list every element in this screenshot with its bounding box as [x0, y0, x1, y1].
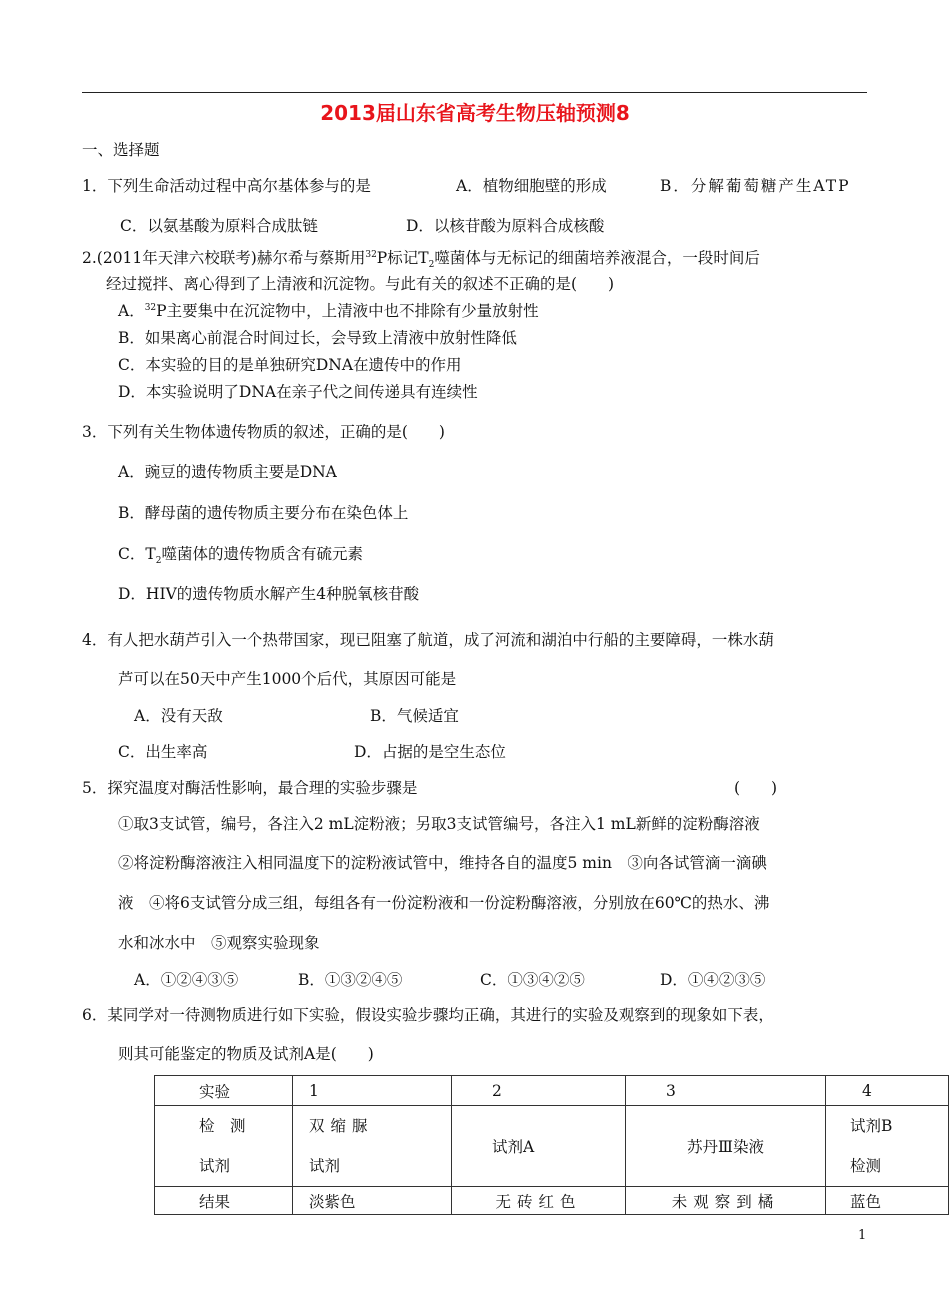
experiment-table — [154, 1075, 949, 1215]
q1-option-c: C．以氨基酸为原料合成肽链 — [120, 217, 318, 235]
table-cell: 4 — [826, 1076, 949, 1106]
q5-step-line4: 水和冰水中 ⑤观察实验现象 — [118, 934, 320, 952]
q5-step-line2: ②将淀粉酶溶液注入相同温度下的淀粉液试管中，维持各自的温度5 min ③向各试管滴一滴碘 — [118, 854, 767, 872]
table-cell: 1 — [293, 1076, 452, 1106]
table-cell: 试剂A — [452, 1106, 626, 1187]
q5-option-d: D．①④②③⑤ — [660, 971, 766, 989]
table-row — [155, 1187, 949, 1215]
table-cell: 未观察到橘 — [626, 1187, 826, 1215]
table-cell: 2 — [452, 1076, 626, 1106]
q4-option-d: D．占据的是空生态位 — [354, 743, 506, 761]
table-cell: 3 — [626, 1076, 826, 1106]
table-cell: 淡紫色 — [293, 1187, 452, 1215]
table-row — [155, 1106, 949, 1187]
q3-stem: 3．下列有关生物体遗传物质的叙述，正确的是( ) — [82, 423, 445, 441]
q2-stem-line1: 2.(2011年天津六校联考)赫尔希与蔡斯用$^{32}$P标记$T_2$噬菌体与无标记的细菌培养液混合，一段时间后 — [82, 249, 760, 271]
page-number: 1 — [858, 1228, 867, 1243]
table-cell: 试剂B 检测 — [826, 1106, 949, 1187]
section-heading: 一、选择题 — [82, 141, 160, 159]
page-title: 2013届山东省高考生物压轴预测8 — [320, 101, 630, 125]
table-cell: 结果 — [155, 1187, 293, 1215]
q5-option-a: A．①②④③⑤ — [134, 971, 239, 989]
q4-option-b: B．气候适宜 — [370, 707, 459, 725]
q2-option-b: B．如果离心前混合时间过长，会导致上清液中放射性降低 — [118, 329, 517, 347]
table-cell: 检 测 试剂 — [155, 1106, 293, 1187]
table-cell: 苏丹Ⅲ染液 — [626, 1106, 826, 1187]
q5-option-c: C．①③④②⑤ — [480, 971, 585, 989]
q4-option-c: C．出生率高 — [118, 743, 208, 761]
q5-step-line3: 液 ④将6支试管分成三组，每组各有一份淀粉液和一份淀粉酶溶液，分别放在60℃的热水、沸 — [118, 894, 770, 912]
table-cell: 无砖红色 — [452, 1187, 626, 1215]
q2-stem-line2: 经过搅拌、离心得到了上清液和沉淀物。与此有关的叙述不正确的是( ) — [106, 275, 615, 293]
q2-option-d: D．本实验说明了DNA在亲子代之间传递具有连续性 — [118, 383, 478, 401]
q5-answer-paren: ( ) — [734, 779, 778, 797]
q1-option-a: A．植物细胞壁的形成 — [456, 177, 607, 195]
q2-option-a: A．$^{32}$P主要集中在沉淀物中，上清液中也不排除有少量放射性 — [118, 302, 539, 320]
table-cell: 实验 — [155, 1076, 293, 1106]
q3-option-a: A．豌豆的遗传物质主要是DNA — [118, 463, 337, 481]
q4-option-a: A．没有天敌 — [134, 707, 223, 725]
q6-stem-line2: 则其可能鉴定的物质及试剂A是( ) — [118, 1045, 374, 1063]
q5-stem: 5．探究温度对酶活性影响，最合理的实验步骤是 — [82, 779, 418, 797]
q2-option-c: C．本实验的目的是单独研究DNA在遗传中的作用 — [118, 356, 462, 374]
q3-option-c: C．$T_2$噬菌体的遗传物质含有硫元素 — [118, 545, 363, 567]
header-rule — [82, 92, 867, 93]
q1-option-d: D．以核苷酸为原料合成核酸 — [406, 217, 605, 235]
q4-stem-line2: 芦可以在50天中产生1000个后代，其原因可能是 — [118, 670, 457, 688]
q1-option-b: B．分解葡萄糖产生ATP — [660, 177, 851, 195]
q5-step-line1: ①取3支试管，编号，各注入2 mL淀粉液；另取3支试管编号，各注入1 mL新鲜的淀粉酶溶液 — [118, 815, 760, 833]
q1-stem: 1．下列生命活动过程中高尔基体参与的是 — [82, 177, 371, 195]
q5-option-b: B．①③②④⑤ — [298, 971, 403, 989]
q3-option-d: D．HIV的遗传物质水解产生4种脱氧核苷酸 — [118, 585, 420, 603]
table-cell: 双缩脲 试剂 — [293, 1106, 452, 1187]
q3-option-b: B．酵母菌的遗传物质主要分布在染色体上 — [118, 504, 409, 522]
table-cell: 蓝色 — [826, 1187, 949, 1215]
q4-stem-line1: 4．有人把水葫芦引入一个热带国家，现已阻塞了航道，成了河流和湖泊中行船的主要障碍，一株水葫 — [82, 631, 774, 649]
q6-stem-line1: 6．某同学对一待测物质进行如下实验，假设实验步骤均正确，其进行的实验及观察到的现象如下表， — [82, 1006, 774, 1024]
table-row — [155, 1076, 949, 1106]
